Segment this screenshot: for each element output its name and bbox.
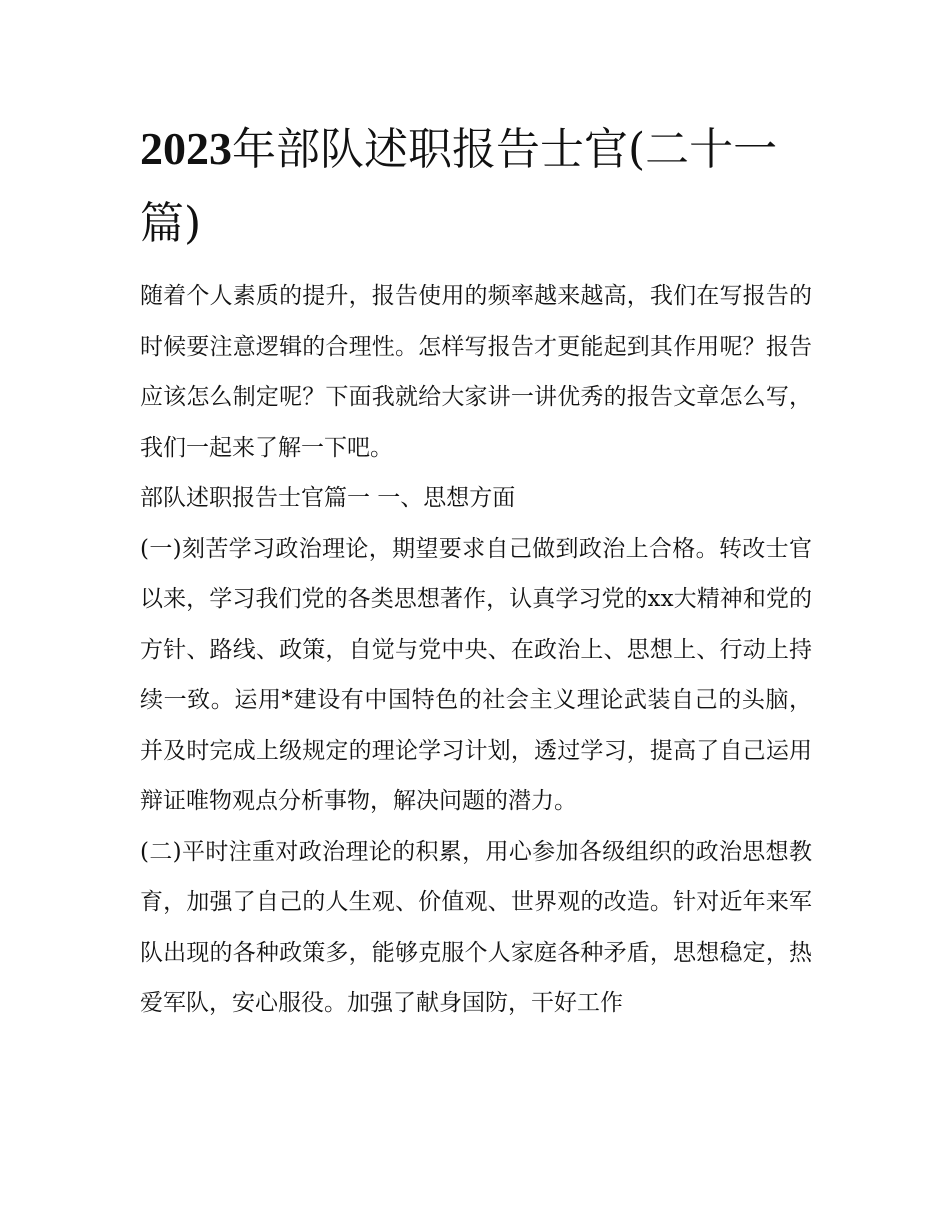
title-year: 2023 (140, 123, 232, 174)
paragraph-2: (二)平时注重对政治理论的积累，用心参加各级组织的政治思想教育，加强了自己的人生观、价值观、世界观的改造。针对近年来军队出现的各种政策多，能够克服个人家庭各种矛盾，思想稳定，热爱军队，安心服役。加强了献身国防，干好工作 (140, 838, 812, 1016)
section-heading: 部队述职报告士官篇一 一、思想方面 (140, 485, 516, 511)
paragraph-1: (一)刻苦学习政治理论，期望要求自己做到政治上合格。转改士官以来，学习我们党的各类思想著作，认真学习党的xx大精神和党的方针、路线、政策，自觉与党中央、在政治上、思想上、行动上持续一致。运用*建设有中国特色的社会主义理论武装自己的头脑，并及时完成上级规定的理论学习计划，透过学习，提高了自己运用辩证唯物观点分析事物，解决问题的潜力。 (140, 535, 812, 814)
document-body (140, 112, 812, 1029)
intro-paragraph: 随着个人素质的提升，报告使用的频率越来越高，我们在写报告的时候要注意逻辑的合理性。怎样写报告才更能起到其作用呢？报告应该怎么制定呢？下面我就给大家讲一讲优秀的报告文章怎么写，我们一起来了解一下吧。 (140, 283, 812, 461)
document-title (140, 112, 812, 261)
title-text: 年部队述职报告士官(二十一篇) (140, 124, 778, 249)
